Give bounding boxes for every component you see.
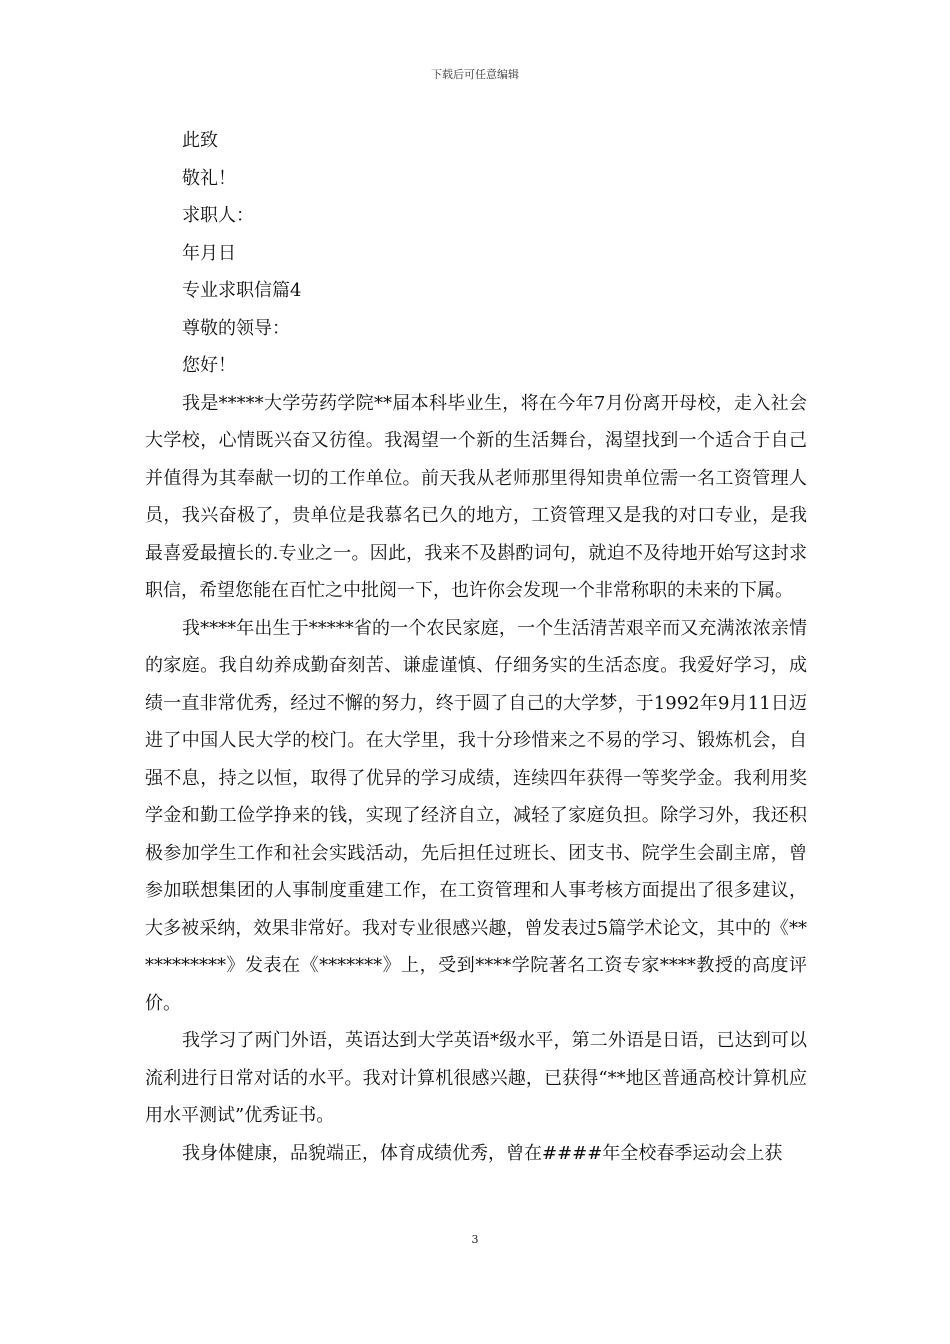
date-label: 年月日	[182, 242, 236, 264]
section-title: 专业求职信篇4	[182, 280, 302, 301]
paragraph-intro: 我是*****大学劳药学院**届本科毕业生，将在今年7月份离开母校，走入社会大学校，心情既兴奋又彷徨。我渴望一个新的生活舞台，渴望找到一个适合于自己并值得为其奉献一切的工作单位。前天我从老师那里得知贵单位需一名工资管理人员，我兴奋极了，贵单位是我慕名已久的地方，工资管理又是我的对口专业，是我最喜爱最擅长的.专业之一。因此，我来不及斟酌词句，就迫不及待地开始写这封求职信，希望您能在百忙之中批阅一下，也许你会发现一个非常称职的未来的下属。	[145, 392, 807, 601]
paragraph-health: 我身体健康，品貌端正，体育成绩优秀，曾在####年全校春季运动会上获	[182, 1142, 783, 1164]
paragraph-background: 我****年出生于*****省的一个农民家庭，一个生活清苦艰辛而又充满浓浓亲情的家庭。我自幼养成勤奋刻苦、谦虚谨慎、仔细务实的生活态度。我爱好学习，成绩一直非常优秀，经过不懈的努力，终于圆了自己的大学梦，于1992年9月11日迈进了中国人民大学的校门。在大学里，我十分珍惜来之不易的学习、锻炼机会，自强不息，持之以恒，取得了优异的学习成绩，连续四年获得一等奖学金。我利用奖学金和勤工俭学挣来的钱，实现了经济自立，减轻了家庭负担。除学习外，我还积极参加学生工作和社会实践活动，先后担任过班长、团支书、院学生会副主席，曾参加联想集团的人事制度重建工作，在工资管理和人事考核方面提出了很多建议，大多被采纳，效果非常好。我对专业很感兴趣，曾发表过5篇学术论文，其中的《***********》发表在《*******》上，受到****学院著名工资专家****教授的高度评价。	[145, 617, 807, 1014]
salutation-regards: 敬礼！	[182, 167, 236, 189]
closing-line: 此致	[182, 130, 218, 151]
greeting-hello: 您好！	[182, 355, 236, 376]
page-header: 下载后可任意编辑	[431, 68, 519, 81]
page-number: 3	[471, 1233, 479, 1246]
letter-body	[145, 122, 807, 1172]
greeting-recipient: 尊敬的领导：	[182, 317, 290, 339]
applicant-label: 求职人：	[182, 205, 254, 226]
paragraph-languages: 我学习了两门外语，英语达到大学英语*级水平，第二外语是日语，已达到可以流利进行日常对话的水平。我对计算机很感兴趣，已获得“**地区普通高校计算机应用水平测试”优秀证书。	[145, 1030, 807, 1126]
